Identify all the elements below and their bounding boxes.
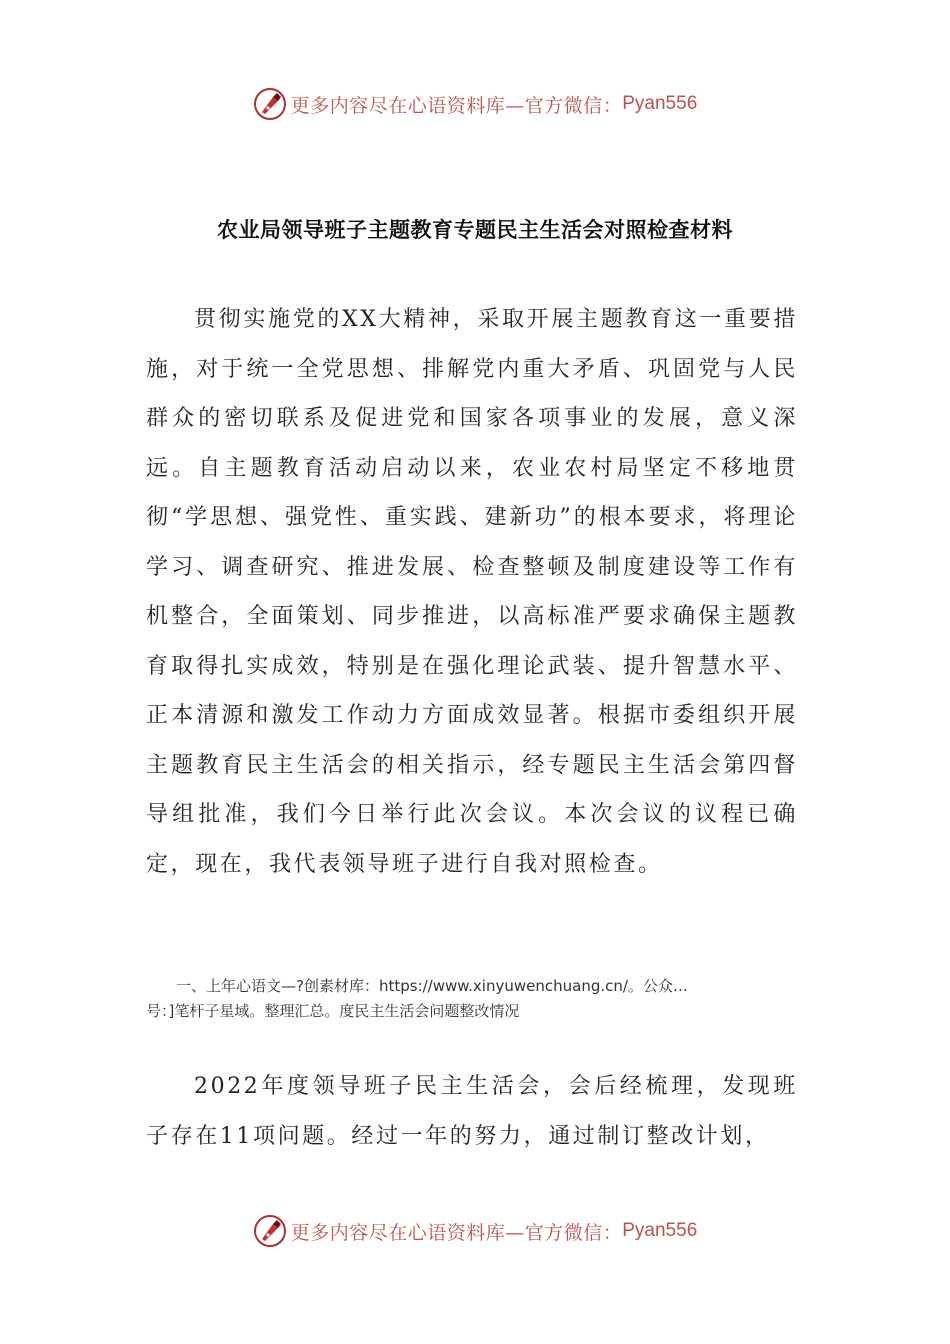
banner-text: 更多内容尽在心语资料库—官方微信： (290, 94, 623, 117)
wechat-id: Pyan556 (622, 1220, 698, 1241)
wechat-id: Pyan556 (622, 93, 698, 114)
header-banner (0, 84, 950, 124)
source-note-line-1: 一、上年心语文—?创素材库：https://www.xinyuwenchuang.cn/。公众… (176, 977, 688, 995)
body-paragraph-1: 贯彻实施党的XX大精神，采取开展主题教育这一重要措施，对于统一全党思想、排解党内重大矛盾、巩固党与人民群众的密切联系及促进党和国家各项事业的发展，意义深远。自主题教育活动启动以来，农业农村局坚定不移地贯彻“学思想、强党性、重实践、建新功”的根本要求，将理论学习、调查研究、推进发展、检查整顿及制度建设等工作有机整合，全面策划、同步推进，以高标准严要求确保主题教育取得扎实成效，特别是在强化理论武装、提升智慧水平、正本清源和激发工作动力方面成效显著。根据市委组织开展主题教育民主生活会的相关指示，经专题民主生活会第四督导组批准，我们今日举行此次会议。本次会议的议程已确定，现在，我代表领导班子进行自我对照检查。 (146, 307, 798, 877)
banner-text: 更多内容尽在心语资料库—官方微信： (290, 1221, 623, 1244)
source-note (146, 974, 798, 1024)
pen-nib-icon (253, 87, 287, 121)
pen-nib-icon (253, 1214, 287, 1248)
footer-banner (0, 1211, 950, 1251)
body-paragraph-2: 2022年度领导班子民主生活会，会后经梳理，发现班子存在11项问题。经过一年的努力，通过制订整改计划， (146, 1074, 798, 1149)
source-note-line-2: 号：]笔杆子星域。整理汇总。度民主生活会问题整改情况 (146, 1002, 520, 1020)
document-title: 农业局领导班子主题教育专题民主生活会对照检查材料 (217, 218, 733, 242)
